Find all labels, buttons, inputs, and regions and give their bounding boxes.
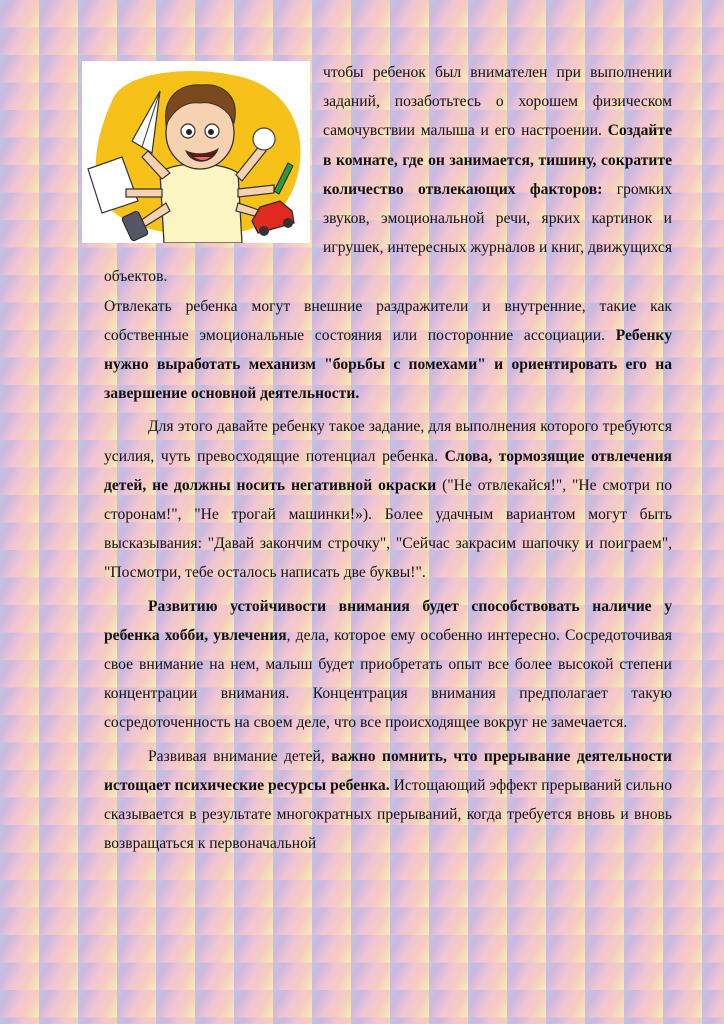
- boy-cartoon-icon: [82, 61, 310, 243]
- paragraph-bold-run: Ребенку нужно выработать механизм "борьбы с помехами" и ориентировать его на завершение основной деятельности.: [104, 326, 672, 403]
- paragraph-5: [104, 742, 672, 859]
- paragraph-text-run: Отвлекать ребенка могут внешние раздражители и внутренние, такие как собственные эмоциональные состояния или посторонние ассоциации.: [104, 297, 672, 344]
- document-page: [104, 58, 672, 858]
- distracted-boy-illustration: [82, 61, 310, 243]
- paragraph-bold-run: Развитию устойчивости внимания будет способствовать наличие у ребенка хобби, увлечения: [104, 597, 672, 644]
- paragraph-4: [104, 592, 672, 738]
- paragraph-3: [104, 412, 672, 587]
- paragraph-text-run: Развивая внимание детей,: [148, 747, 332, 765]
- paragraph-bold-run: Создайте в комнате, где он занимается, тишину, сократите количество отвлекающих факторов:: [323, 122, 672, 198]
- paragraph-text-run: Истощающий эффект прерываний сильно сказывается в результате многократных прерываний, когда требуется вновь и вновь возвращаться к первоначальной: [104, 776, 672, 853]
- paragraph-text-run: Для этого давайте ребенку такое задание, для выполнения которого требуются усилия, чуть превосходящие потенциал ребенка.: [104, 418, 672, 465]
- paragraph-text-run: чтобы ребенок был внимателен при выполнении заданий, позаботьтесь о хорошем физическом самочувствии малыша и его настроении.: [323, 64, 672, 140]
- paragraph-bold-run: важно помнить, что прерывание деятельности истощает психические ресурсы ребенка.: [104, 747, 673, 794]
- paragraph-text-run: громких звуков, эмоциональной речи, ярких картинок и игрушек, интересных журналов и книг, движущихся объектов.: [104, 180, 672, 286]
- paragraph-1: [104, 58, 672, 292]
- paragraph-text-run: , дела, которое ему особенно интересно. Сосредоточивая свое внимание на нем, малыш будет приобретать опыт все более высокой степени концентрации внимания. Концентрация внимания предполагает такую сосредоточенность на своем деле, что все происходящее вокруг не замечается.: [104, 626, 673, 732]
- paragraph-text-run: ("Не отвлекайся!", "Не смотри по сторонам!", "Не трогай машинки!»). Более удачным вариантом могут быть высказывания: "Давай закончим строчку", "Сейчас закрасим шапочку и поиграем", "Посмотри, тебе осталось написать две буквы!".: [104, 476, 672, 582]
- paragraph-2: [104, 292, 672, 409]
- paragraph-bold-run: Слова, тормозящие отвлечения детей, не должны носить негативной окраски: [104, 447, 672, 494]
